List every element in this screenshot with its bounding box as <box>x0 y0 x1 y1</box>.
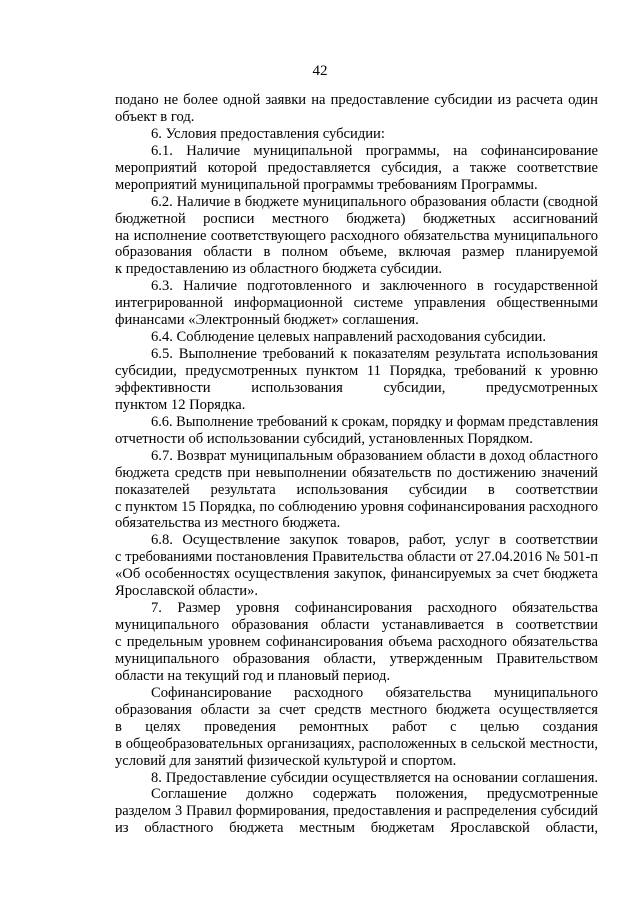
text-line: обязательства из местного бюджета. <box>115 515 341 532</box>
text-line: 6.4. Соблюдение целевых направлений расходования субсидии. <box>151 329 546 346</box>
text-line: эффективности использования субсидии, предусмотренных <box>115 379 598 396</box>
text-line: мероприятий муниципальной программы требованиям Программы. <box>115 176 538 193</box>
text-line: отчетности об использовании субсидий, установленных Порядком. <box>115 430 533 447</box>
text-line: муниципального образования области устанавливается в соответствии <box>115 617 598 634</box>
text-line: области на текущий год и плановый период. <box>115 667 391 684</box>
text-line: мероприятий которой предоставляется субсидия, а также соответствие <box>115 159 598 176</box>
text-line: 6.1. Наличие муниципальной программы, на софинансирование <box>151 142 598 159</box>
text-line: из областного бюджета местным бюджетам Ярославской области, <box>115 820 598 837</box>
text-line: Соглашение должно содержать положения, предусмотренные <box>151 786 598 803</box>
text-line: бюджета средств при невыполнении обязательств по достижению значений <box>115 464 598 481</box>
text-line: Софинансирование расходного обязательства муниципального <box>151 684 598 701</box>
text-line: образования области за счет средств местного бюджета осуществляется <box>115 701 598 718</box>
text-line: бюджетной росписи местного бюджета) бюджетных ассигнований <box>115 210 598 227</box>
text-line: 6.3. Наличие подготовленного и заключенного в государственной <box>151 278 598 295</box>
text-line: муниципального образования области, утвержденным Правительством <box>115 650 598 667</box>
text-line: в общеобразовательных организациях, расположенных в сельской местности, <box>115 735 598 752</box>
text-line: 7. Размер уровня софинансирования расходного обязательства <box>151 600 598 617</box>
text-line: Ярославской области». <box>115 583 259 600</box>
text-line: 6.2. Наличие в бюджете муниципального образования области (сводной <box>151 193 598 210</box>
text-line: 6.5. Выполнение требований к показателям результата использования <box>151 346 598 363</box>
text-line: к предоставлению из областного бюджета субсидии. <box>115 261 443 278</box>
text-line: в целях проведения ремонтных работ с целью создания <box>115 718 598 735</box>
text-line: «Об особенностях осуществления закупок, финансируемых за счет бюджета <box>115 566 598 583</box>
page-number: 42 <box>312 63 328 79</box>
text-line: финансами «Электронный бюджет» соглашения. <box>115 312 419 329</box>
text-line: 6.8. Осуществление закупок товаров, работ, услуг в соответствии <box>151 532 598 549</box>
text-line: разделом 3 Правил формирования, предоставления и распределения субсидий <box>115 803 598 820</box>
text-line: условий для занятий физической культурой и спортом. <box>115 752 457 769</box>
text-line: объект в год. <box>115 108 195 125</box>
text-line: подано не более одной заявки на предоставление субсидии из расчета один <box>115 92 598 108</box>
text-line: с предельным уровнем софинансирования объема расходного обязательства <box>115 634 598 650</box>
text-line: на исполнение соответствующего расходного обязательства муниципального <box>115 227 598 244</box>
text-line: с пунктом 15 Порядка, по соблюдению уровня софинансирования расходного <box>115 498 598 515</box>
text-line: образования области в полном объеме, включая размер планируемой <box>115 244 598 261</box>
text-line: 6.7. Возврат муниципальным образованием области в доход областного <box>151 447 598 464</box>
text-line: с требованиями постановления Правительства области от 27.04.2016 № 501-п <box>115 549 598 566</box>
text-line: 6. Условия предоставления субсидии: <box>151 125 385 142</box>
text-line: интегрированной информационной системе управления общественными <box>115 295 598 312</box>
document-body <box>115 92 598 837</box>
text-line: 8. Предоставление субсидии осуществляется на основании соглашения. <box>151 769 598 786</box>
text-line: субсидии, предусмотренных пунктом 11 Порядка, требований к уровню <box>115 363 598 379</box>
text-line: показателей результата использования субсидии в соответствии <box>115 481 598 498</box>
text-line: 6.6. Выполнение требований к срокам, порядку и формам представления <box>151 413 599 430</box>
text-line: пунктом 12 Порядка. <box>115 396 246 413</box>
